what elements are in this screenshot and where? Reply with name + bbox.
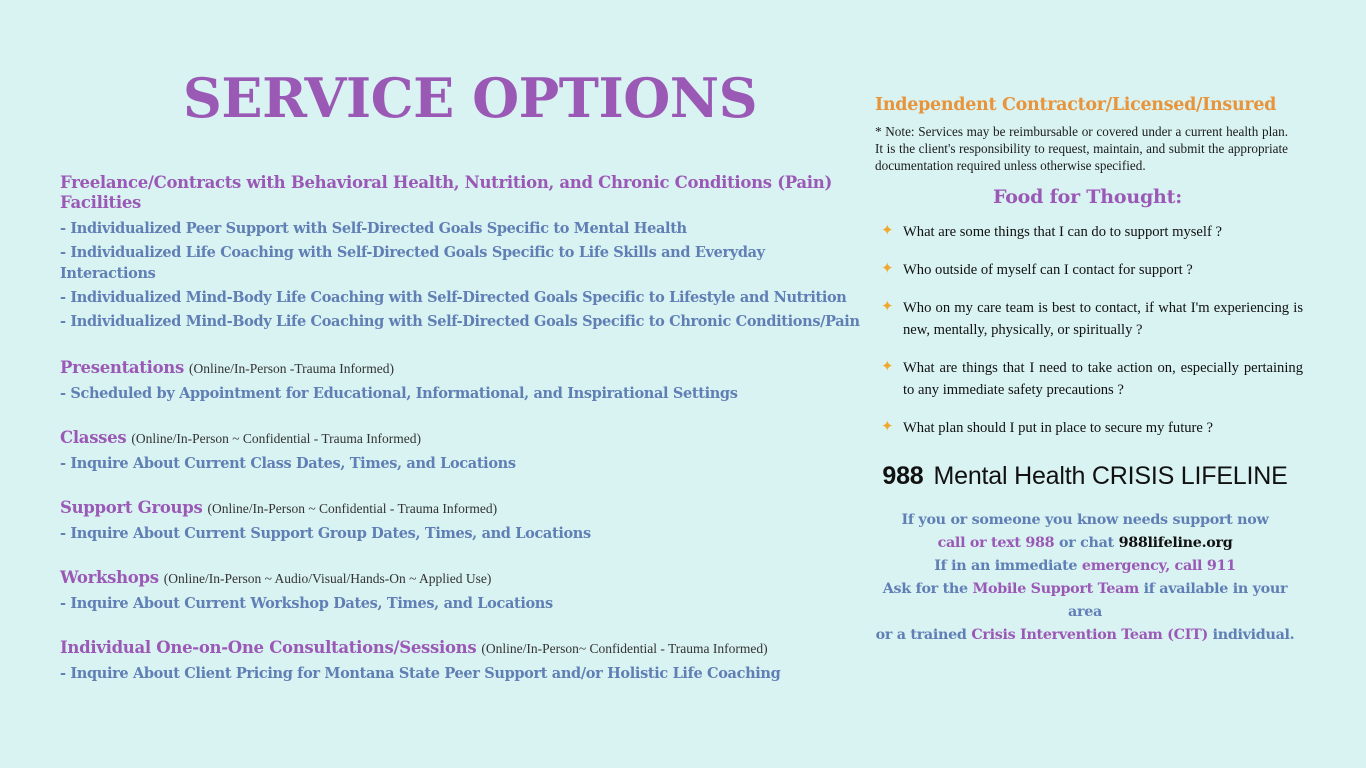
reimbursement-note: * Note: Services may be reimbursable or covered under a current health plan. It is the client's responsibility to request, maintain, and submit the appropriate documentation required unless otherwise specified.: [875, 124, 1288, 174]
list-item: [875, 358, 1303, 402]
question-text: What plan should I put in place to secure my future ?: [903, 419, 1214, 436]
section-classes-note: (Online/In-Person ~ Confidential - Trauma Informed): [131, 430, 421, 446]
list-item: [875, 260, 1303, 282]
crisis-intervention-team: Crisis Intervention Team (CIT): [971, 627, 1208, 644]
footer-immediate-text: If in an immediate: [934, 558, 1078, 575]
list-item: [875, 298, 1303, 342]
food-for-thought-list: [875, 222, 1303, 439]
section-classes-heading-row: [60, 428, 860, 448]
emergency-call-911: emergency, call 911: [1081, 558, 1236, 575]
section-support-groups-heading-row: [60, 498, 860, 518]
section-presentations-heading: Presentations: [60, 357, 184, 377]
freelance-bullet-4: - Individualized Mind-Body Life Coaching with Self-Directed Goals Specific to Chronic Conditions/Pain: [60, 312, 860, 330]
footer-line-4: [875, 578, 1295, 624]
section-presentations-note: (Online/In-Person -Trauma Informed): [188, 360, 394, 376]
section-workshops: [60, 568, 860, 614]
section-consultations-heading: Individual One-on-One Consultations/Sessions: [60, 637, 477, 657]
star-icon: ✦: [881, 299, 894, 316]
page-title: SERVICE OPTIONS: [182, 66, 758, 130]
crisis-lifeline-banner: [875, 462, 1295, 491]
question-text: What are some things that I can do to support myself ?: [903, 224, 1222, 241]
list-item: [875, 418, 1303, 440]
section-support-groups-note: (Online/In-Person ~ Confidential - Trauma Informed): [207, 500, 498, 516]
freelance-bullet-2: - Individualized Life Coaching with Self-Directed Goals Specific to Life Skills and Everyday Interactions: [60, 243, 765, 282]
independent-contractor-title: Independent Contractor/Licensed/Insured: [875, 95, 1277, 115]
footer-line-3: [875, 555, 1295, 578]
question-text: Who outside of myself can I contact for support ?: [903, 262, 1193, 279]
section-presentations-heading-row: [60, 358, 860, 378]
footer-line-2: [875, 532, 1295, 555]
footer-ask-for-the: Ask for the: [882, 581, 968, 598]
freelance-bullet-1: - Individualized Peer Support with Self-Directed Goals Specific to Mental Health: [60, 219, 687, 237]
section-freelance-heading: Freelance/Contracts with Behavioral Health, Nutrition, and Chronic Conditions (Pain) Facilities: [60, 172, 832, 212]
star-icon: ✦: [881, 418, 894, 435]
section-consultations-heading-row: [60, 638, 860, 658]
section-support-groups-heading: Support Groups: [60, 497, 203, 517]
classes-bullet-1: - Inquire About Current Class Dates, Times, and Locations: [60, 454, 516, 472]
section-freelance: [60, 173, 860, 332]
footer-individual: individual.: [1212, 627, 1295, 644]
service-options-column: [60, 66, 860, 684]
footer-line-5: [875, 624, 1295, 647]
footer-if-available: if available in your area: [1068, 581, 1288, 621]
footer-line-1: If you or someone you know needs support now: [901, 511, 1269, 528]
section-workshops-heading: Workshops: [60, 567, 159, 587]
food-for-thought-title: Food for Thought:: [992, 186, 1183, 209]
presentations-bullet-1: - Scheduled by Appointment for Educational, Informational, and Inspirational Settings: [60, 384, 738, 402]
info-column: [875, 95, 1303, 648]
mobile-support-team: Mobile Support Team: [972, 581, 1139, 598]
footer-or-a-trained: or a trained: [875, 627, 967, 644]
section-support-groups: [60, 498, 860, 544]
consultations-bullet-1: - Inquire About Client Pricing for Montana State Peer Support and/or Holistic Life Coaching: [60, 664, 781, 682]
crisis-lifeline-number: 988: [882, 461, 924, 490]
section-classes-heading: Classes: [60, 427, 127, 447]
support-groups-bullet-1: - Inquire About Current Support Group Dates, Times, and Locations: [60, 524, 591, 542]
section-consultations: [60, 638, 860, 684]
section-presentations: [60, 358, 860, 404]
call-or-text-988: call or text 988: [937, 534, 1055, 551]
section-classes: [60, 428, 860, 474]
lifeline-url[interactable]: 988lifeline.org: [1118, 534, 1233, 551]
question-text: What are things that I need to take action on, especially pertaining to any immediate safety precautions ?: [903, 360, 1303, 398]
crisis-lifeline-label: Mental Health CRISIS LIFELINE: [933, 461, 1288, 490]
crisis-footer: [875, 509, 1295, 648]
star-icon: ✦: [881, 261, 894, 278]
freelance-bullet-3: - Individualized Mind-Body Life Coaching with Self-Directed Goals Specific to Lifestyle and Nutrition: [60, 288, 847, 306]
star-icon: ✦: [881, 359, 894, 376]
list-item: [875, 222, 1303, 244]
section-freelance-heading-row: [60, 173, 860, 213]
question-text: Who on my care team is best to contact, if what I'm experiencing is new, mentally, physically, or spiritually ?: [903, 300, 1303, 339]
star-icon: ✦: [881, 223, 894, 240]
section-workshops-heading-row: [60, 568, 860, 588]
workshops-bullet-1: - Inquire About Current Workshop Dates, Times, and Locations: [60, 594, 553, 612]
section-workshops-note: (Online/In-Person ~ Audio/Visual/Hands-On ~ Applied Use): [163, 570, 492, 586]
section-consultations-note: (Online/In-Person~ Confidential - Trauma Informed): [481, 640, 768, 656]
footer-or-chat: or chat: [1058, 534, 1114, 551]
